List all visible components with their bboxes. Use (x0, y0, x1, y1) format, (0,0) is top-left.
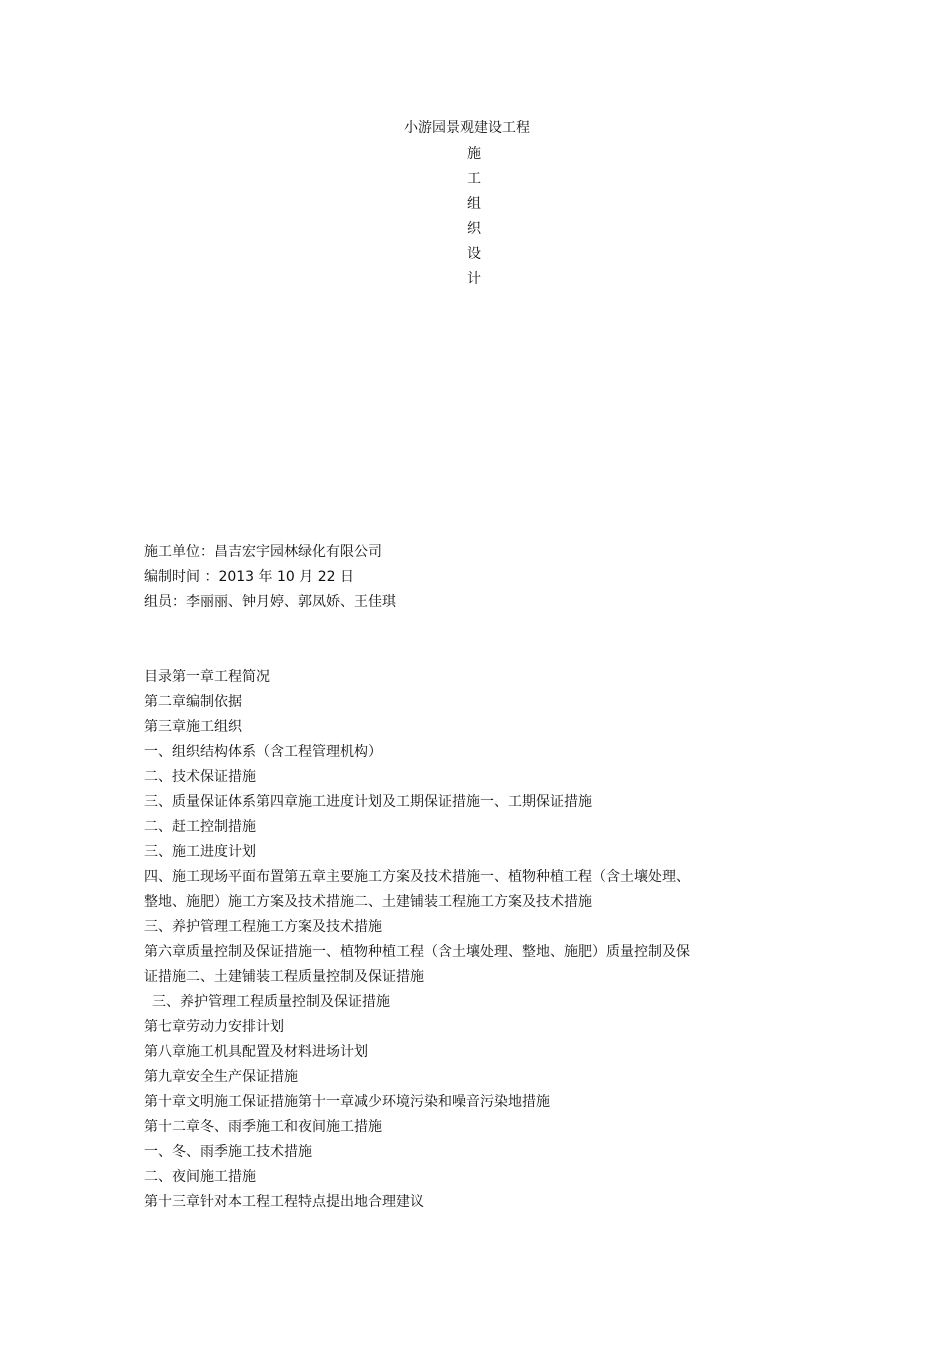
toc-entry: 四、施工现场平面布置第五章主要施工方案及技术措施一、植物种植工程（含土壤处理、 (144, 869, 690, 885)
subtitle-char: 工 (467, 171, 481, 187)
subtitle-char: 计 (467, 271, 481, 287)
subtitle-char: 施 (467, 146, 481, 162)
toc-entry: 第三章施工组织 (144, 719, 242, 735)
toc-entry: 三、养护管理工程施工方案及技术措施 (144, 919, 382, 935)
toc-entry: 整地、施肥）施工方案及技术措施二、土建铺装工程施工方案及技术措施 (144, 894, 592, 910)
toc-entry: 二、夜间施工措施 (144, 1169, 256, 1185)
toc-entry: 目录第一章工程简况 (144, 669, 270, 685)
team-members: 组员：李丽丽、钟月婷、郭凤娇、王佳琪 (144, 594, 396, 610)
construction-unit: 施工单位：昌吉宏宇园林绿化有限公司 (144, 544, 382, 560)
subtitle-char: 织 (467, 221, 481, 237)
project-info (144, 541, 764, 616)
toc-entry: 一、冬、雨季施工技术措施 (144, 1144, 312, 1160)
compile-date: 编制时间 ：2013 年 10 月 22 日 (144, 569, 354, 585)
toc-entry: 一、组织结构体系（含工程管理机构） (144, 744, 382, 760)
toc-entry: 三、养护管理工程质量控制及保证措施 (152, 994, 390, 1010)
toc-entry: 三、施工进度计划 (144, 844, 256, 860)
subtitle-char: 组 (467, 196, 481, 212)
toc-entry: 第十三章针对本工程工程特点提出地合理建议 (144, 1194, 424, 1210)
toc-entry: 第九章安全生产保证措施 (144, 1069, 298, 1085)
toc-entry: 三、质量保证体系第四章施工进度计划及工期保证措施一、工期保证措施 (144, 794, 592, 810)
toc-entry: 第六章质量控制及保证措施一、植物种植工程（含土壤处理、整地、施肥）质量控制及保 (144, 944, 690, 960)
toc-entry: 证措施二、土建铺装工程质量控制及保证措施 (144, 969, 424, 985)
toc-entry: 二、技术保证措施 (144, 769, 256, 785)
table-of-contents (144, 665, 744, 1215)
subtitle-char: 设 (467, 246, 481, 262)
toc-entry: 二、赶工控制措施 (144, 819, 256, 835)
toc-entry: 第十章文明施工保证措施第十一章减少环境污染和噪音污染地措施 (144, 1094, 550, 1110)
toc-entry: 第七章劳动力安排计划 (144, 1019, 284, 1035)
vertical-subtitle (464, 144, 484, 294)
toc-entry: 第八章施工机具配置及材料进场计划 (144, 1044, 368, 1060)
toc-entry: 第十二章冬、雨季施工和夜间施工措施 (144, 1119, 382, 1135)
document-title: 小游园景观建设工程 (404, 120, 530, 136)
toc-entry: 第二章编制依据 (144, 694, 242, 710)
